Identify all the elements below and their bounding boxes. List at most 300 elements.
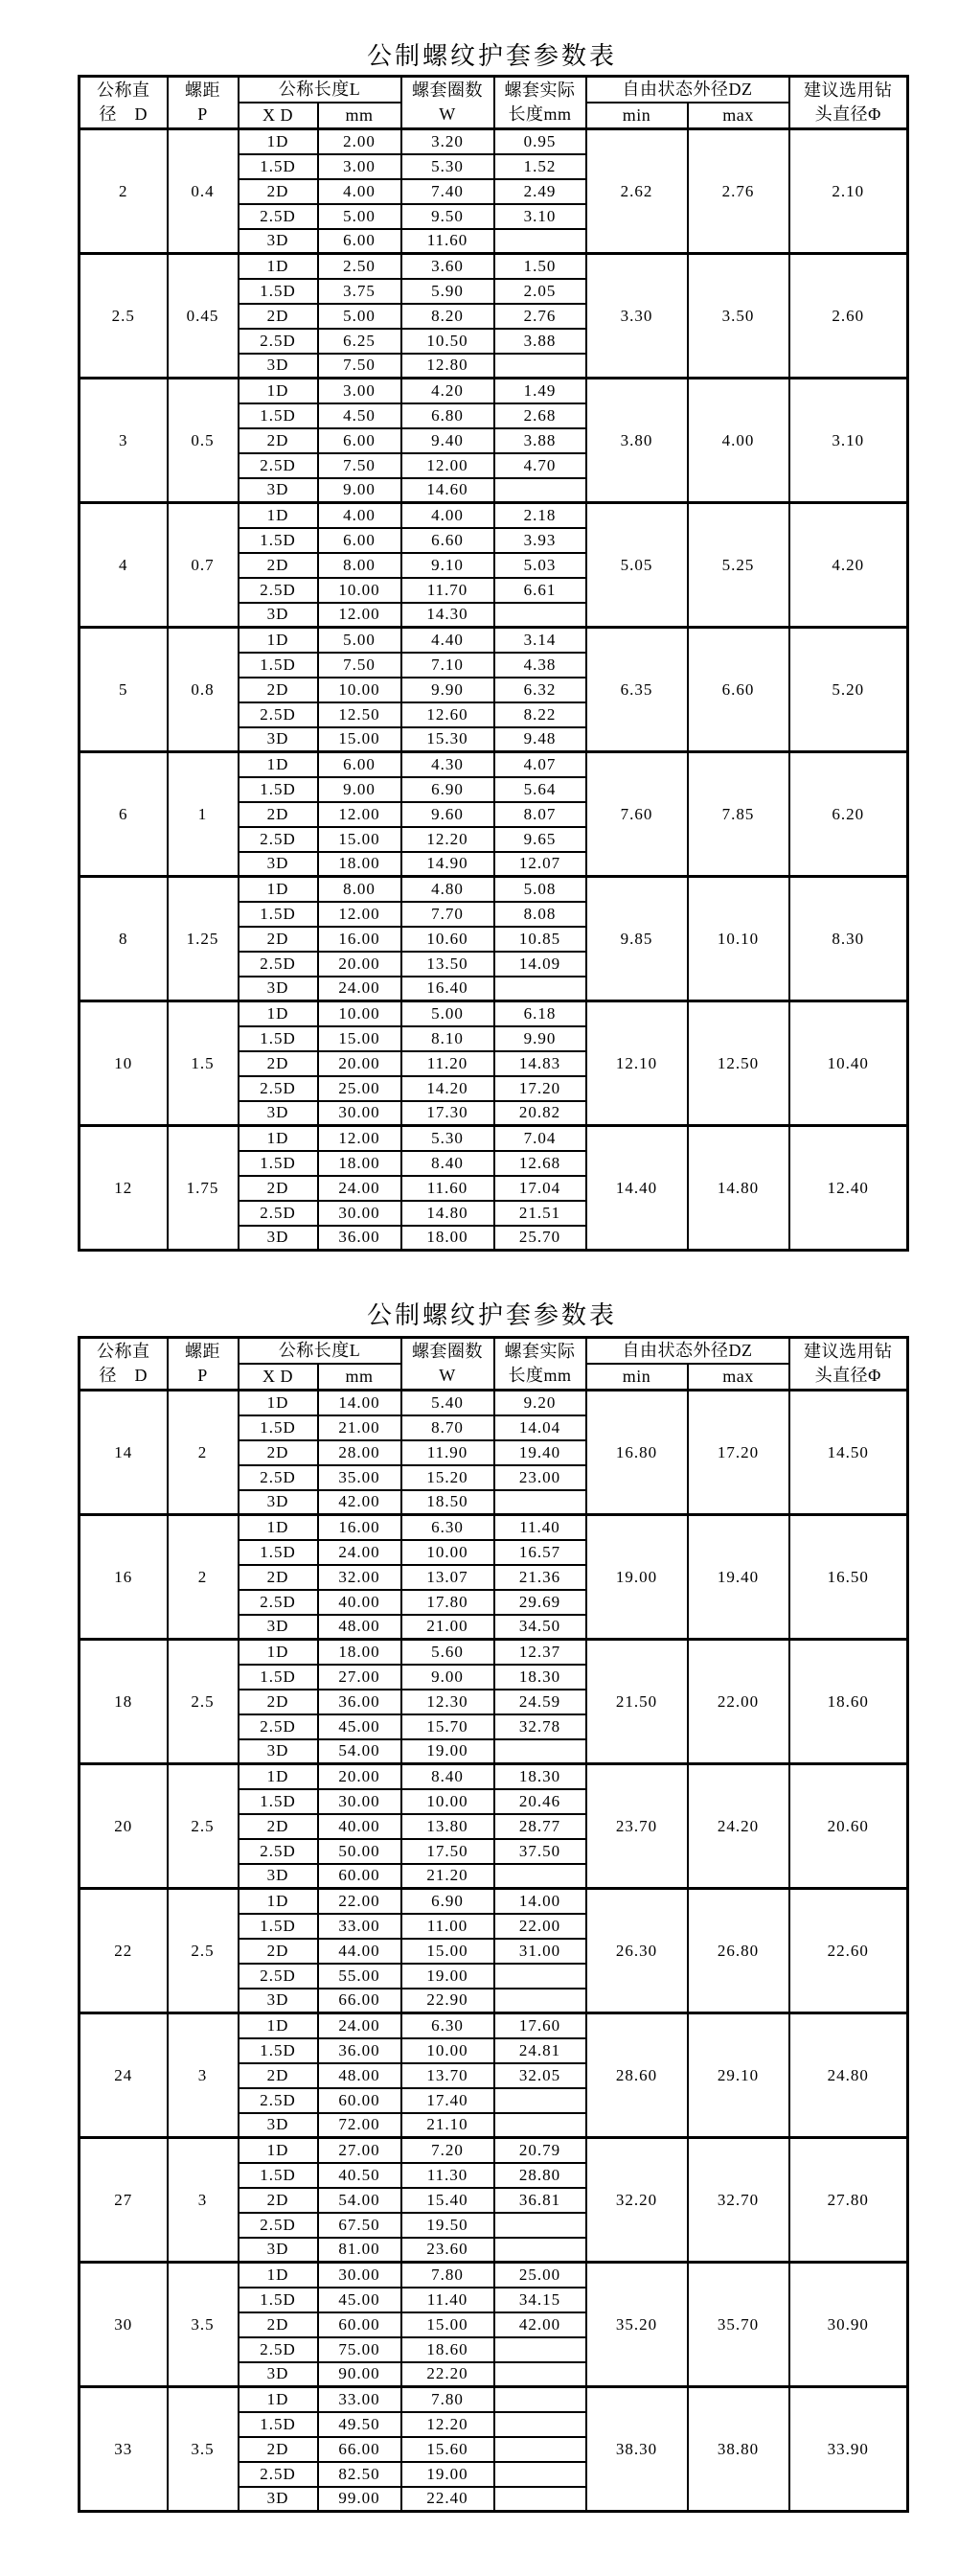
data-row <box>80 1515 908 1540</box>
cell-actual-length <box>494 1964 586 1989</box>
cell-mm: 3.00 <box>318 379 401 403</box>
cell-coils: 6.90 <box>401 1889 494 1914</box>
col-header-mm: mm <box>318 1364 401 1391</box>
cell-xd: 2D <box>239 1690 318 1714</box>
col-header-drill <box>789 1338 908 1391</box>
cell-mm: 28.00 <box>318 1440 401 1465</box>
cell-xd: 1D <box>239 503 318 528</box>
cell-coils: 17.30 <box>401 1101 494 1126</box>
cell-coils: 11.00 <box>401 1914 494 1939</box>
cell-coils: 5.30 <box>401 1126 494 1151</box>
diameter-group <box>80 1640 908 1764</box>
cell-pitch: 2 <box>168 1391 239 1515</box>
col-header-drill-line1: 建议选用钻 <box>804 1342 893 1361</box>
cell-nominal-diameter: 2.5 <box>80 254 168 379</box>
cell-coils: 15.30 <box>401 727 494 752</box>
col-header-actual-length-line2: 长度mm <box>508 1366 572 1385</box>
col-header-actual-length-line1: 螺套实际 <box>504 1342 576 1361</box>
cell-pitch: 2 <box>168 1515 239 1640</box>
cell-coils: 5.00 <box>401 1001 494 1026</box>
cell-coils: 17.50 <box>401 1839 494 1864</box>
cell-actual-length: 0.95 <box>494 129 586 154</box>
cell-drill: 20.60 <box>789 1764 908 1889</box>
cell-coils: 14.20 <box>401 1076 494 1101</box>
cell-xd: 2D <box>239 1176 318 1201</box>
col-header-max: max <box>688 103 789 129</box>
col-header-diameter <box>80 1338 168 1391</box>
data-row <box>80 503 908 528</box>
cell-actual-length: 19.40 <box>494 1440 586 1465</box>
cell-coils: 9.50 <box>401 204 494 229</box>
cell-actual-length: 12.68 <box>494 1151 586 1176</box>
cell-mm: 40.50 <box>318 2163 401 2188</box>
cell-actual-length: 6.61 <box>494 578 586 603</box>
cell-drill: 4.20 <box>789 503 908 628</box>
cell-actual-length: 9.65 <box>494 827 586 852</box>
data-row <box>80 254 908 279</box>
diameter-group <box>80 254 908 379</box>
cell-coils: 8.10 <box>401 1026 494 1051</box>
diameter-group <box>80 1764 908 1889</box>
cell-actual-length: 8.07 <box>494 802 586 827</box>
cell-mm: 66.00 <box>318 2437 401 2462</box>
cell-xd: 1D <box>239 877 318 902</box>
cell-actual-length: 11.40 <box>494 1515 586 1540</box>
cell-nominal-diameter: 12 <box>80 1126 168 1251</box>
cell-actual-length: 24.81 <box>494 2038 586 2063</box>
data-row <box>80 1640 908 1665</box>
cell-drill: 12.40 <box>789 1126 908 1251</box>
cell-actual-length: 14.04 <box>494 1415 586 1440</box>
cell-mm: 10.00 <box>318 678 401 702</box>
cell-mm: 15.00 <box>318 1026 401 1051</box>
cell-xd: 2D <box>239 1440 318 1465</box>
cell-coils: 19.00 <box>401 1739 494 1764</box>
cell-min: 9.85 <box>586 877 688 1001</box>
cell-min: 3.80 <box>586 379 688 503</box>
cell-pitch: 3.5 <box>168 2263 239 2387</box>
cell-mm: 45.00 <box>318 2288 401 2312</box>
cell-pitch: 0.8 <box>168 628 239 752</box>
cell-pitch: 0.45 <box>168 254 239 379</box>
table-header <box>80 1338 908 1391</box>
cell-mm: 24.00 <box>318 1176 401 1201</box>
diameter-group <box>80 1889 908 2013</box>
cell-xd: 2.5D <box>239 827 318 852</box>
cell-coils: 17.80 <box>401 1590 494 1615</box>
cell-xd: 3D <box>239 977 318 1001</box>
cell-max: 7.85 <box>688 752 789 877</box>
cell-xd: 1.5D <box>239 403 318 428</box>
cell-mm: 81.00 <box>318 2238 401 2263</box>
data-row <box>80 2387 908 2412</box>
cell-coils: 7.40 <box>401 179 494 204</box>
cell-xd: 2.5D <box>239 952 318 977</box>
cell-actual-length: 20.82 <box>494 1101 586 1126</box>
cell-coils: 15.00 <box>401 1939 494 1964</box>
cell-mm: 6.00 <box>318 229 401 254</box>
cell-actual-length: 31.00 <box>494 1939 586 1964</box>
cell-xd: 1D <box>239 628 318 653</box>
header-row-1 <box>80 1338 908 1365</box>
cell-xd: 1.5D <box>239 653 318 678</box>
cell-min: 12.10 <box>586 1001 688 1126</box>
data-row <box>80 877 908 902</box>
cell-pitch: 0.4 <box>168 129 239 254</box>
col-header-min: min <box>586 1364 688 1391</box>
cell-coils: 22.90 <box>401 1989 494 2013</box>
table-title: 公制螺纹护套参数表 <box>366 1301 617 1329</box>
col-header-drill-line2: 头直径Φ <box>814 1366 881 1385</box>
cell-mm: 16.00 <box>318 1515 401 1540</box>
cell-mm: 30.00 <box>318 2263 401 2288</box>
cell-actual-length: 20.79 <box>494 2138 586 2163</box>
cell-actual-length: 9.20 <box>494 1391 586 1415</box>
data-row <box>80 1889 908 1914</box>
cell-actual-length: 29.69 <box>494 1590 586 1615</box>
cell-drill: 27.80 <box>789 2138 908 2263</box>
cell-max: 19.40 <box>688 1515 789 1640</box>
cell-coils: 12.60 <box>401 702 494 727</box>
cell-xd: 2D <box>239 1565 318 1590</box>
cell-xd: 3D <box>239 354 318 379</box>
cell-actual-length: 5.08 <box>494 877 586 902</box>
cell-nominal-diameter: 8 <box>80 877 168 1001</box>
cell-max: 17.20 <box>688 1391 789 1515</box>
cell-mm: 5.00 <box>318 628 401 653</box>
cell-pitch: 3.5 <box>168 2387 239 2512</box>
cell-xd: 1.5D <box>239 2163 318 2188</box>
cell-coils: 7.80 <box>401 2387 494 2412</box>
col-header-xd: X D <box>239 1364 318 1391</box>
col-header-diameter-line1: 公称直 <box>97 80 150 100</box>
cell-xd: 2.5D <box>239 1465 318 1490</box>
cell-xd: 3D <box>239 2238 318 2263</box>
cell-coils: 11.60 <box>401 229 494 254</box>
cell-mm: 24.00 <box>318 977 401 1001</box>
col-header-min: min <box>586 103 688 129</box>
cell-mm: 14.00 <box>318 1391 401 1415</box>
cell-coils: 17.40 <box>401 2088 494 2113</box>
cell-mm: 54.00 <box>318 1739 401 1764</box>
cell-xd: 1.5D <box>239 1151 318 1176</box>
cell-actual-length: 23.00 <box>494 1465 586 1490</box>
cell-max: 3.50 <box>688 254 789 379</box>
cell-mm: 12.50 <box>318 702 401 727</box>
cell-mm: 10.00 <box>318 578 401 603</box>
cell-actual-length: 21.51 <box>494 1201 586 1226</box>
cell-coils: 8.20 <box>401 304 494 329</box>
cell-actual-length: 12.07 <box>494 852 586 877</box>
cell-max: 10.10 <box>688 877 789 1001</box>
col-header-actual-length <box>494 77 586 129</box>
cell-coils: 11.90 <box>401 1440 494 1465</box>
cell-min: 5.05 <box>586 503 688 628</box>
cell-mm: 55.00 <box>318 1964 401 1989</box>
cell-xd: 1D <box>239 2138 318 2163</box>
cell-coils: 11.40 <box>401 2288 494 2312</box>
cell-min: 19.00 <box>586 1515 688 1640</box>
cell-actual-length: 14.09 <box>494 952 586 977</box>
cell-mm: 4.50 <box>318 403 401 428</box>
cell-xd: 1.5D <box>239 1914 318 1939</box>
cell-drill: 2.60 <box>789 254 908 379</box>
cell-mm: 9.00 <box>318 777 401 802</box>
cell-xd: 2.5D <box>239 1714 318 1739</box>
cell-coils: 15.60 <box>401 2437 494 2462</box>
cell-coils: 6.60 <box>401 528 494 553</box>
cell-actual-length: 5.03 <box>494 553 586 578</box>
cell-min: 6.35 <box>586 628 688 752</box>
cell-actual-length: 17.04 <box>494 1176 586 1201</box>
col-header-max: max <box>688 1364 789 1391</box>
cell-actual-length <box>494 1864 586 1889</box>
cell-xd: 2.5D <box>239 2088 318 2113</box>
cell-actual-length: 17.20 <box>494 1076 586 1101</box>
cell-coils: 10.50 <box>401 329 494 354</box>
cell-actual-length: 7.04 <box>494 1126 586 1151</box>
cell-xd: 3D <box>239 1490 318 1515</box>
data-row <box>80 1126 908 1151</box>
cell-xd: 1.5D <box>239 1026 318 1051</box>
col-header-coils-line1: 螺套圈数 <box>412 80 483 100</box>
cell-max: 5.25 <box>688 503 789 628</box>
cell-min: 7.60 <box>586 752 688 877</box>
cell-xd: 1.5D <box>239 528 318 553</box>
cell-nominal-diameter: 18 <box>80 1640 168 1764</box>
cell-coils: 4.00 <box>401 503 494 528</box>
cell-mm: 8.00 <box>318 553 401 578</box>
cell-mm: 7.50 <box>318 354 401 379</box>
cell-actual-length: 17.60 <box>494 2013 586 2038</box>
cell-coils: 10.60 <box>401 927 494 952</box>
cell-mm: 3.00 <box>318 154 401 179</box>
cell-actual-length <box>494 354 586 379</box>
cell-coils: 6.30 <box>401 2013 494 2038</box>
cell-xd: 2.5D <box>239 204 318 229</box>
cell-mm: 32.00 <box>318 1565 401 1590</box>
cell-actual-length: 4.38 <box>494 653 586 678</box>
col-header-diameter <box>80 77 168 129</box>
cell-actual-length: 2.76 <box>494 304 586 329</box>
cell-coils: 3.20 <box>401 129 494 154</box>
diameter-group <box>80 2138 908 2263</box>
cell-mm: 82.50 <box>318 2462 401 2487</box>
cell-coils: 18.00 <box>401 1226 494 1251</box>
col-header-pitch-line1: 螺距 <box>185 1342 220 1361</box>
cell-nominal-diameter: 4 <box>80 503 168 628</box>
cell-xd: 2D <box>239 678 318 702</box>
col-header-coils-line2: W <box>439 104 456 124</box>
cell-coils: 5.60 <box>401 1640 494 1665</box>
cell-mm: 60.00 <box>318 1864 401 1889</box>
cell-xd: 2.5D <box>239 2337 318 2362</box>
cell-mm: 18.00 <box>318 1151 401 1176</box>
cell-min: 35.20 <box>586 2263 688 2387</box>
cell-coils: 16.40 <box>401 977 494 1001</box>
cell-actual-length: 42.00 <box>494 2312 586 2337</box>
col-header-drill-line2: 头直径Φ <box>814 104 881 124</box>
cell-max: 38.80 <box>688 2387 789 2512</box>
cell-actual-length: 34.50 <box>494 1615 586 1640</box>
cell-actual-length <box>494 2412 586 2437</box>
cell-xd: 3D <box>239 1101 318 1126</box>
cell-mm: 36.00 <box>318 2038 401 2063</box>
cell-mm: 7.50 <box>318 653 401 678</box>
col-header-coils <box>401 1338 494 1391</box>
cell-coils: 15.70 <box>401 1714 494 1739</box>
diameter-group <box>80 1126 908 1251</box>
cell-drill: 8.30 <box>789 877 908 1001</box>
cell-max: 32.70 <box>688 2138 789 2263</box>
diameter-group <box>80 877 908 1001</box>
cell-xd: 2.5D <box>239 453 318 478</box>
cell-actual-length <box>494 2238 586 2263</box>
cell-nominal-diameter: 24 <box>80 2013 168 2138</box>
cell-max: 12.50 <box>688 1001 789 1126</box>
cell-mm: 6.00 <box>318 428 401 453</box>
cell-mm: 20.00 <box>318 1764 401 1789</box>
cell-max: 35.70 <box>688 2263 789 2387</box>
cell-coils: 9.60 <box>401 802 494 827</box>
cell-coils: 11.30 <box>401 2163 494 2188</box>
cell-xd: 1.5D <box>239 2038 318 2063</box>
cell-actual-length <box>494 2362 586 2387</box>
cell-actual-length: 1.52 <box>494 154 586 179</box>
cell-mm: 35.00 <box>318 1465 401 1490</box>
cell-coils: 6.80 <box>401 403 494 428</box>
cell-actual-length: 21.36 <box>494 1565 586 1590</box>
cell-xd: 1D <box>239 129 318 154</box>
cell-coils: 9.90 <box>401 678 494 702</box>
col-header-pitch-line2: P <box>197 104 208 124</box>
cell-max: 4.00 <box>688 379 789 503</box>
data-row <box>80 2263 908 2288</box>
cell-xd: 2D <box>239 927 318 952</box>
cell-xd: 2.5D <box>239 1590 318 1615</box>
col-header-nominal-length: 公称长度L <box>239 1338 401 1365</box>
col-header-coils-line1: 螺套圈数 <box>412 1342 483 1361</box>
cell-mm: 4.00 <box>318 179 401 204</box>
cell-coils: 15.00 <box>401 2312 494 2337</box>
data-row <box>80 1001 908 1026</box>
cell-coils: 7.10 <box>401 653 494 678</box>
cell-coils: 18.50 <box>401 1490 494 1515</box>
cell-xd: 3D <box>239 2487 318 2512</box>
cell-xd: 2D <box>239 553 318 578</box>
cell-xd: 1.5D <box>239 1665 318 1690</box>
cell-mm: 2.00 <box>318 129 401 154</box>
cell-mm: 20.00 <box>318 952 401 977</box>
diameter-group <box>80 628 908 752</box>
cell-coils: 21.10 <box>401 2113 494 2138</box>
cell-actual-length: 3.14 <box>494 628 586 653</box>
cell-coils: 6.30 <box>401 1515 494 1540</box>
cell-actual-length <box>494 1490 586 1515</box>
cell-xd: 2D <box>239 2063 318 2088</box>
cell-actual-length: 3.88 <box>494 329 586 354</box>
cell-coils: 12.20 <box>401 827 494 852</box>
cell-actual-length: 6.32 <box>494 678 586 702</box>
cell-xd: 2D <box>239 2437 318 2462</box>
cell-drill: 33.90 <box>789 2387 908 2512</box>
cell-actual-length: 12.37 <box>494 1640 586 1665</box>
cell-actual-length <box>494 603 586 628</box>
cell-min: 32.20 <box>586 2138 688 2263</box>
cell-coils: 19.00 <box>401 2462 494 2487</box>
cell-xd: 3D <box>239 1226 318 1251</box>
cell-xd: 1D <box>239 254 318 279</box>
cell-mm: 44.00 <box>318 1939 401 1964</box>
cell-xd: 2D <box>239 1939 318 1964</box>
cell-drill: 5.20 <box>789 628 908 752</box>
cell-mm: 49.50 <box>318 2412 401 2437</box>
cell-xd: 2.5D <box>239 1964 318 1989</box>
cell-xd: 1.5D <box>239 1789 318 1814</box>
cell-nominal-diameter: 10 <box>80 1001 168 1126</box>
cell-nominal-diameter: 2 <box>80 129 168 254</box>
cell-mm: 42.00 <box>318 1490 401 1515</box>
cell-coils: 9.10 <box>401 553 494 578</box>
cell-coils: 12.20 <box>401 2412 494 2437</box>
cell-coils: 19.50 <box>401 2213 494 2238</box>
cell-actual-length <box>494 1989 586 2013</box>
cell-nominal-diameter: 6 <box>80 752 168 877</box>
thread-insert-parameter-table-1 <box>78 75 909 1252</box>
cell-xd: 1.5D <box>239 2288 318 2312</box>
cell-mm: 2.50 <box>318 254 401 279</box>
cell-max: 24.20 <box>688 1764 789 1889</box>
cell-coils: 8.40 <box>401 1151 494 1176</box>
cell-mm: 12.00 <box>318 603 401 628</box>
cell-xd: 2.5D <box>239 1839 318 1864</box>
cell-coils: 5.40 <box>401 1391 494 1415</box>
col-header-pitch <box>168 1338 239 1391</box>
cell-mm: 5.00 <box>318 304 401 329</box>
cell-actual-length: 3.93 <box>494 528 586 553</box>
cell-mm: 45.00 <box>318 1714 401 1739</box>
diameter-group <box>80 379 908 503</box>
cell-actual-length: 37.50 <box>494 1839 586 1864</box>
cell-mm: 20.00 <box>318 1051 401 1076</box>
cell-mm: 9.00 <box>318 478 401 503</box>
cell-mm: 12.00 <box>318 802 401 827</box>
cell-mm: 30.00 <box>318 1201 401 1226</box>
cell-coils: 4.30 <box>401 752 494 777</box>
cell-actual-length <box>494 2213 586 2238</box>
cell-pitch: 3 <box>168 2138 239 2263</box>
cell-actual-length: 25.70 <box>494 1226 586 1251</box>
cell-mm: 22.00 <box>318 1889 401 1914</box>
cell-min: 23.70 <box>586 1764 688 1889</box>
cell-actual-length <box>494 2337 586 2362</box>
cell-actual-length: 8.08 <box>494 902 586 927</box>
cell-xd: 3D <box>239 1864 318 1889</box>
cell-coils: 14.60 <box>401 478 494 503</box>
cell-xd: 2D <box>239 179 318 204</box>
cell-actual-length: 18.30 <box>494 1764 586 1789</box>
cell-mm: 7.50 <box>318 453 401 478</box>
cell-min: 2.62 <box>586 129 688 254</box>
cell-coils: 10.00 <box>401 2038 494 2063</box>
cell-xd: 1.5D <box>239 777 318 802</box>
cell-min: 21.50 <box>586 1640 688 1764</box>
cell-max: 29.10 <box>688 2013 789 2138</box>
data-row <box>80 752 908 777</box>
cell-mm: 24.00 <box>318 2013 401 2038</box>
cell-xd: 3D <box>239 852 318 877</box>
cell-coils: 14.90 <box>401 852 494 877</box>
